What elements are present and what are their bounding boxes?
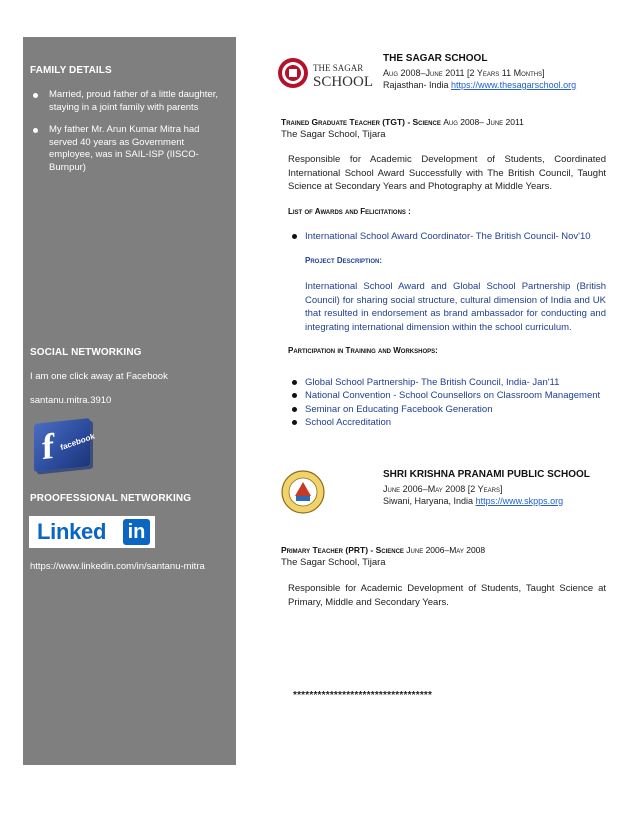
skpps-website-link[interactable]: https://www.skpps.org <box>475 496 564 506</box>
project-description: International School Award and Global School Partnership (British Council) for sharing social structure, cultural dimension of India and UK that resulted in endorsement as brand ambassador for conducting and integrating international dimension within the school curriculum. <box>305 281 606 333</box>
sagar-school-name: THE SAGAR SCHOOL <box>383 53 488 64</box>
skpps-role: Primary Teacher (PRT) - Science <box>281 545 404 555</box>
training-list <box>288 376 606 429</box>
sagar-website-link[interactable]: https://www.thesagarschool.org <box>451 80 577 90</box>
svg-text:THE SAGAR: THE SAGAR <box>313 63 364 73</box>
footer-stars: ********************************** <box>293 690 433 701</box>
sagar-responsibility: Responsible for Academic Development of Students, Coordinated International School Award Successfully with The British Council, Taught Science at Secondary Years and Photography at Middle Years. <box>288 154 606 192</box>
award-item: International School Award Coordinator- The British Council- Nov'10 <box>288 230 606 243</box>
skpps-location: Siwani, Haryana, India https://www.skpps.org <box>383 496 564 506</box>
skpps-school-logo <box>281 470 325 514</box>
linkedin-url[interactable]: https://www.linkedin.com/in/santanu-mitra <box>30 561 205 572</box>
sagar-location: Rajasthan- India https://www.thesagarschool.org <box>383 80 577 90</box>
svg-text:SCHOOL: SCHOOL <box>313 74 374 90</box>
linkedin-icon[interactable]: Linked in <box>29 516 155 548</box>
sagar-role-line <box>281 117 524 127</box>
skpps-dates: June 2006–May 2008 [2 Years] <box>383 484 503 494</box>
professional-networking-heading: PROOFESSIONAL NETWORKING <box>30 493 192 504</box>
social-networking-heading: SOCIAL NETWORKING <box>30 347 142 358</box>
facebook-icon[interactable]: f facebook <box>34 418 90 472</box>
facebook-username[interactable]: santanu.mitra.3910 <box>30 395 112 406</box>
sagar-school-logo <box>277 55 375 91</box>
family-item: My father Mr. Arun Kumar Mitra had served 40 years as Government employee, was in SAIL-ISP (IISCO- Burnpur) <box>30 124 230 174</box>
project-heading: Project Description: <box>305 256 383 265</box>
training-item: Seminar on Educating Facebook Generation <box>288 403 606 416</box>
skpps-school-name: SHRI KRISHNA PRANAMI PUBLIC SCHOOL <box>383 469 590 480</box>
training-item: Global School Partnership- The British Council, India- Jan'11 <box>288 376 606 389</box>
training-heading: Participation in Training and Workshops: <box>288 346 438 355</box>
skpps-role-line <box>281 545 485 555</box>
family-item: Married, proud father of a little daughter, staying in a joint family with parents <box>30 89 230 114</box>
family-details-heading: FAMILY DETAILS <box>30 65 112 76</box>
awards-heading: List of Awards and Felicitations : <box>288 207 411 216</box>
skpps-role-dates: June 2006–May 2008 <box>406 545 486 555</box>
social-networking-text: I am one click away at Facebook <box>30 371 168 382</box>
training-item: National Convention - School Counsellors on Classroom Management <box>288 389 606 402</box>
sagar-employer: The Sagar School, Tijara <box>281 129 386 140</box>
skpps-responsibility: Responsible for Academic Development of Students, Taught Science at Primary, Middle and Secondary Years. <box>288 583 606 608</box>
training-item: School Accreditation <box>288 416 606 429</box>
awards-list <box>288 230 606 243</box>
sagar-dates: Aug 2008–June 2011 [2 Years 11 Months] <box>383 68 545 78</box>
sagar-role-dates: Aug 2008– June 2011 <box>443 117 524 127</box>
sagar-role: Trained Graduate Teacher (TGT) - Science <box>281 117 441 127</box>
skpps-employer: The Sagar School, Tijara <box>281 557 386 568</box>
